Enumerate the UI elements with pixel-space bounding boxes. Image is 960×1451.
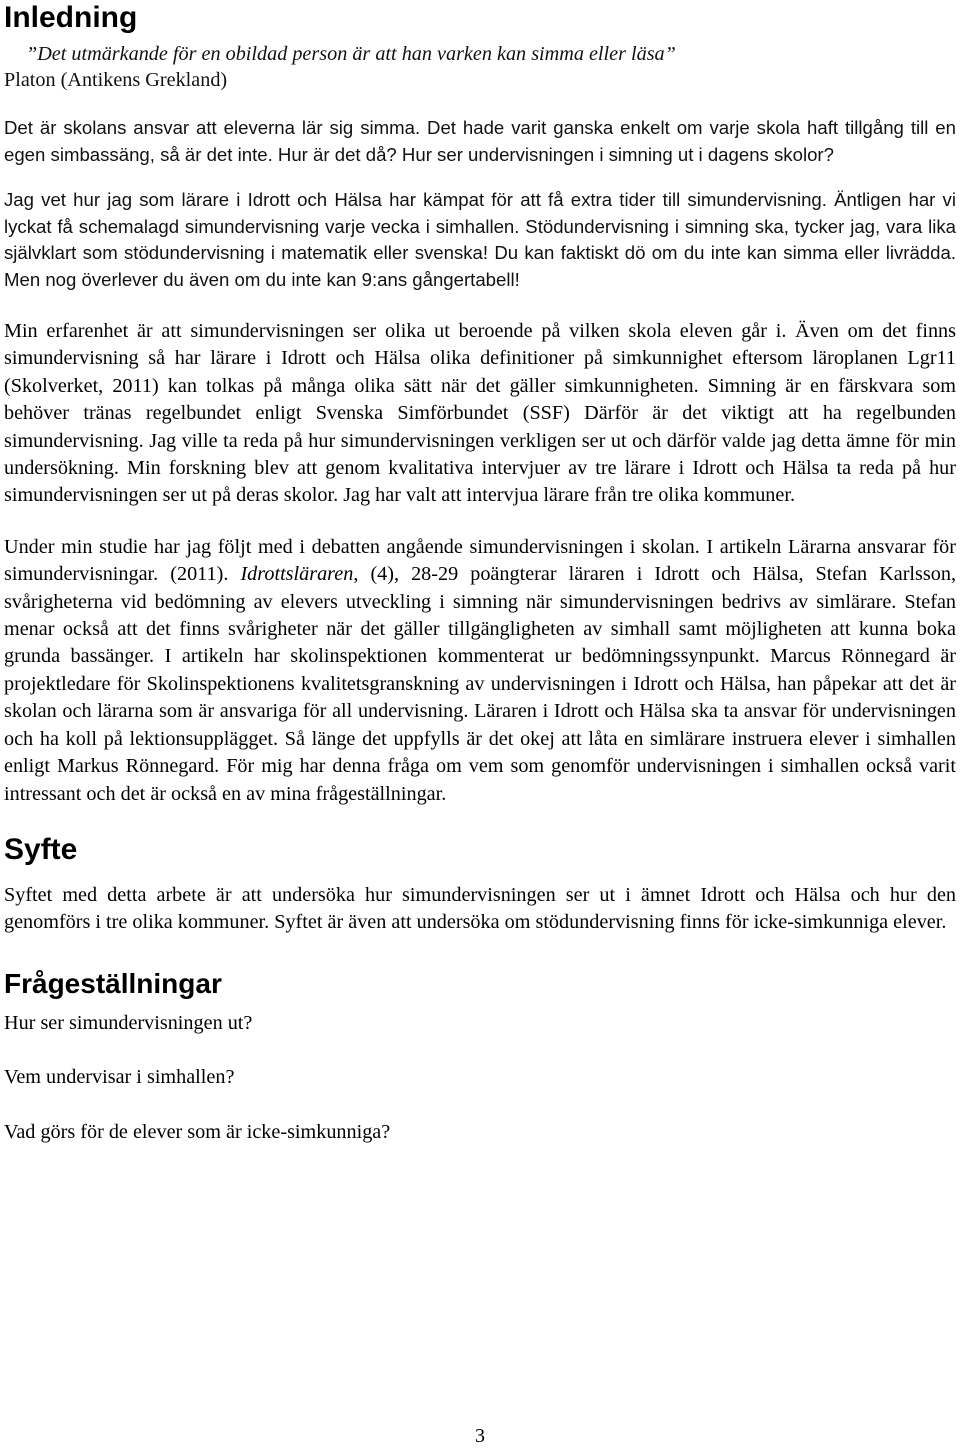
research-question-3: Vad görs för de elever som är icke-simkunniga? bbox=[4, 1120, 391, 1143]
journal-title: Idrottsläraren bbox=[240, 563, 354, 586]
heading-syfte: Syfte bbox=[4, 832, 78, 866]
document-page bbox=[4, 0, 956, 1146]
paragraph-teacher-experience: Jag vet hur jag som lärare i Idrott och Hälsa har kämpat för att få extra tider till simundervisning. Äntligen har vi lyckat få schemalagd simundervisning varje vecka i simhallen. Stödundervisning i simning ska, tycker jag, vara lika självklart som stödundervisning i matematik eller svenska! Du kan faktiskt dö om du inte kan simma eller livrädda. Men nog överlever du även om du inte kan 9:ans gångertabell! bbox=[4, 189, 956, 290]
epigraph-source: Platon (Antikens Grekland) bbox=[4, 69, 228, 91]
paragraph-debate-part-2: , (4), 28-29 poängterar läraren i Idrott och Hälsa, Stefan Karlsson, svårigheterna vid bedömning av elevers utveckling i simning när simundervisningen bedrivs av simlärare. Stefan menar också att det finns svårigheter när det gäller tillgängligheten av simhall samt möjligheten att kunna boka grunda bassänger. I artikeln har skolinspektionen kommenterat ur bedömningssynpunkt. Marcus Rönnegard är projektledare för Skolinspektionens kvalitetsgranskning av undervisningen i Idrott och Hälsa, han påpekar att det är skolan och lärarna som är ansvariga för all undervisning. Läraren i Idrott och Hälsa ska ta ansvar för undervisningen och ha koll på lektionsupplägget. Så länge det uppfylls är det okej att låta en simlärare instruera elever i simhallen enligt Markus Rönnegard. För mig har denna fråga om vem som genomför undervisningen i simhallen också varit intressant och det är också en av mina frågeställningar. bbox=[4, 563, 956, 805]
paragraph-intro: Det är skolans ansvar att eleverna lär sig simma. Det hade varit ganska enkelt om varje skola haft tillgång till en egen simbassäng, så är det inte. Hur är det då? Hur ser undervisningen i simning ut i dagens skolor? bbox=[4, 117, 956, 165]
heading-inledning: Inledning bbox=[4, 1, 138, 34]
paragraph-experience: Min erfarenhet är att simundervisningen ser olika ut beroende på vilken skola eleven går i. Även om det finns simundervisning så har lärare i Idrott och Hälsa olika definitioner på simkunnighet eftersom läroplanen Lgr11 (Skolverket, 2011) kan tolkas på många olika sätt när det gäller simkunnigheten. Simning är en färskvara som behöver tränas regelbundet enligt Svenska Simförbundet (SSF) Därför är det viktigt att ha regelbunden simundervisning. Jag ville ta reda på hur simundervisningen verkligen ser ut och därför valde jag detta ämne för min undersökning. Min forskning blev att genom kvalitativa intervjuer av tre lärare i Idrott och Hälsa ta reda på hur simundervisningen ser ut på deras skolor. Jag har valt att intervjua lärare från tre olika kommuner. bbox=[4, 320, 956, 507]
heading-fragestallningar: Frågeställningar bbox=[4, 967, 222, 999]
page-number: 3 bbox=[475, 1425, 485, 1447]
epigraph-quote: ”Det utmärkande för en obildad person är att han varken kan simma eller läsa” bbox=[26, 43, 676, 65]
paragraph-debate-part-1: Under min studie har jag följt med i debatten angående simundervisningen i skolan. I artikeln Lärarna ansvarar för simundervisningar. (2011). bbox=[4, 535, 956, 586]
research-question-2: Vem undervisar i simhallen? bbox=[4, 1066, 235, 1089]
paragraph-syfte: Syftet med detta arbete är att undersöka hur simundervisningen ser ut i ämnet Idrott och Hälsa och hur den genomförs i tre olika kommuner. Syftet är även att undersöka om stödundervisning finns för icke-simkunniga elever. bbox=[4, 883, 956, 934]
paragraph-debate bbox=[4, 534, 956, 808]
epigraph bbox=[4, 41, 956, 93]
research-question-1: Hur ser simundervisningen ut? bbox=[4, 1011, 253, 1034]
